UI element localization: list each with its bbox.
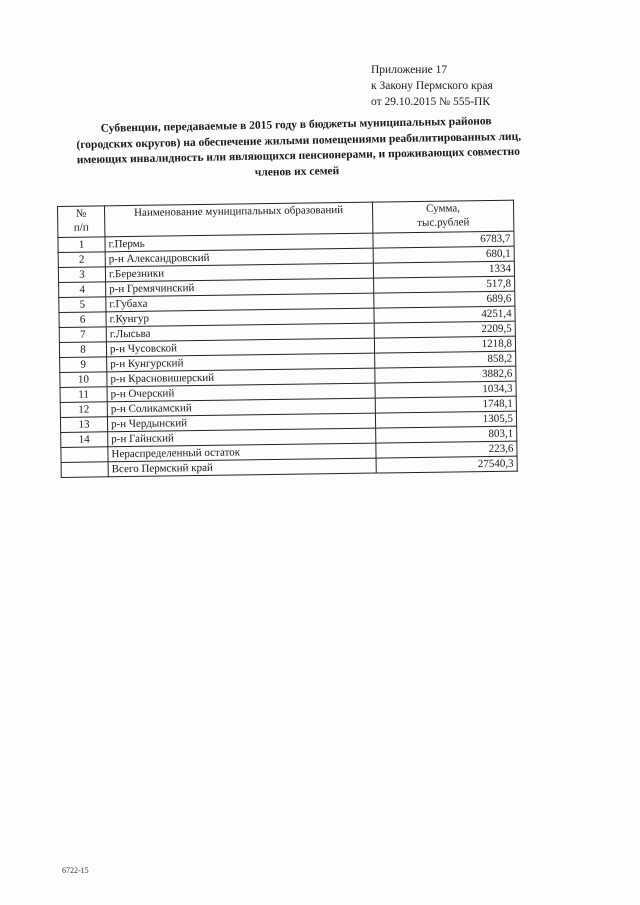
row-municipality: г.Лысьва: [106, 323, 374, 342]
title-line-3: имеющих инвалидность или являющихся пенсионерами, и проживающих совместно: [76, 145, 521, 167]
row-sum: 858,2: [375, 351, 516, 368]
header-number-symbol: №: [75, 207, 87, 220]
row-number: 5: [59, 297, 106, 313]
document-title: [76, 114, 522, 184]
header-sum-unit: тыс.рублей: [417, 216, 470, 229]
row-municipality: р-н Чердынский: [107, 413, 375, 432]
row-number: 13: [60, 417, 107, 433]
row-number: 12: [60, 402, 107, 418]
row-municipality: р-н Гремячинский: [106, 278, 374, 297]
appendix-number: Приложение 17: [371, 64, 448, 76]
total-sum: 27540,3: [376, 456, 517, 473]
row-sum: 517,8: [374, 276, 515, 293]
header-number-abbr: п/п: [73, 221, 89, 234]
row-sum: 4251,4: [374, 306, 515, 323]
header-municipality: Наименование муниципальных образований: [105, 202, 373, 237]
appendix-law-reference: к Закону Пермского края: [371, 80, 493, 92]
row-sum: 1034,3: [375, 381, 516, 398]
row-municipality: г.Губаха: [106, 293, 374, 312]
row-sum: 6783,7: [373, 231, 514, 248]
unallocated-sum: 223,6: [376, 441, 517, 458]
row-sum: 3882,6: [375, 366, 516, 383]
row-municipality: р-н Красновишерский: [107, 368, 375, 387]
row-municipality: р-н Соликамский: [107, 398, 375, 417]
row-sum: 1748,1: [375, 396, 516, 413]
row-municipality: г.Пермь: [105, 233, 373, 252]
subsidy-table: [57, 200, 518, 478]
appendix-header: [371, 62, 493, 110]
row-sum: 689,6: [374, 291, 515, 308]
title-line-1: Субвенции, передаваемые в 2015 году в бюджеты муниципальных районов: [100, 115, 492, 135]
row-sum: 1218,8: [374, 336, 515, 353]
row-municipality: р-н Очерский: [107, 383, 375, 402]
row-municipality: р-н Кунгурский: [107, 353, 375, 372]
header-sum-label: Сумма,: [426, 202, 461, 215]
row-municipality: г.Кунгур: [106, 308, 374, 327]
row-number: 7: [59, 327, 106, 343]
row-number: 1: [58, 237, 105, 253]
row-municipality: р-н Чусовской: [106, 338, 374, 357]
appendix-law-date: от 29.10.2015 № 555-ПК: [371, 96, 491, 108]
row-sum: 2209,5: [374, 321, 515, 338]
row-number: 11: [60, 387, 107, 403]
row-municipality: г.Березники: [105, 263, 373, 282]
row-sum: 1334: [373, 261, 514, 278]
row-number: [61, 462, 108, 478]
row-number: 9: [60, 357, 107, 373]
row-number: 3: [58, 267, 105, 283]
row-number: 4: [59, 282, 106, 298]
row-number: 10: [60, 372, 107, 388]
document-code: 6722-15: [62, 866, 89, 875]
title-line-2: (городских округов) на обеспечение жилыми помещениями реабилитированных лиц,: [76, 130, 522, 151]
row-sum: 1305,5: [375, 411, 516, 428]
row-number: 8: [59, 342, 106, 358]
row-municipality: р-н Александровский: [105, 248, 373, 267]
row-municipality: р-н Гайнский: [108, 428, 376, 447]
row-number: 2: [58, 252, 105, 268]
unallocated-label: Нераспределенный остаток: [108, 443, 376, 462]
row-number: 6: [59, 312, 106, 328]
title-line-4: членов их семей: [254, 164, 340, 179]
header-sum: [372, 200, 513, 233]
total-label: Всего Пермский край: [108, 458, 376, 477]
row-sum: 803,1: [376, 426, 517, 443]
row-number: [61, 447, 108, 463]
table-body: [58, 231, 517, 477]
row-sum: 680,1: [373, 246, 514, 263]
row-number: 14: [61, 432, 108, 448]
header-number: [58, 206, 105, 238]
